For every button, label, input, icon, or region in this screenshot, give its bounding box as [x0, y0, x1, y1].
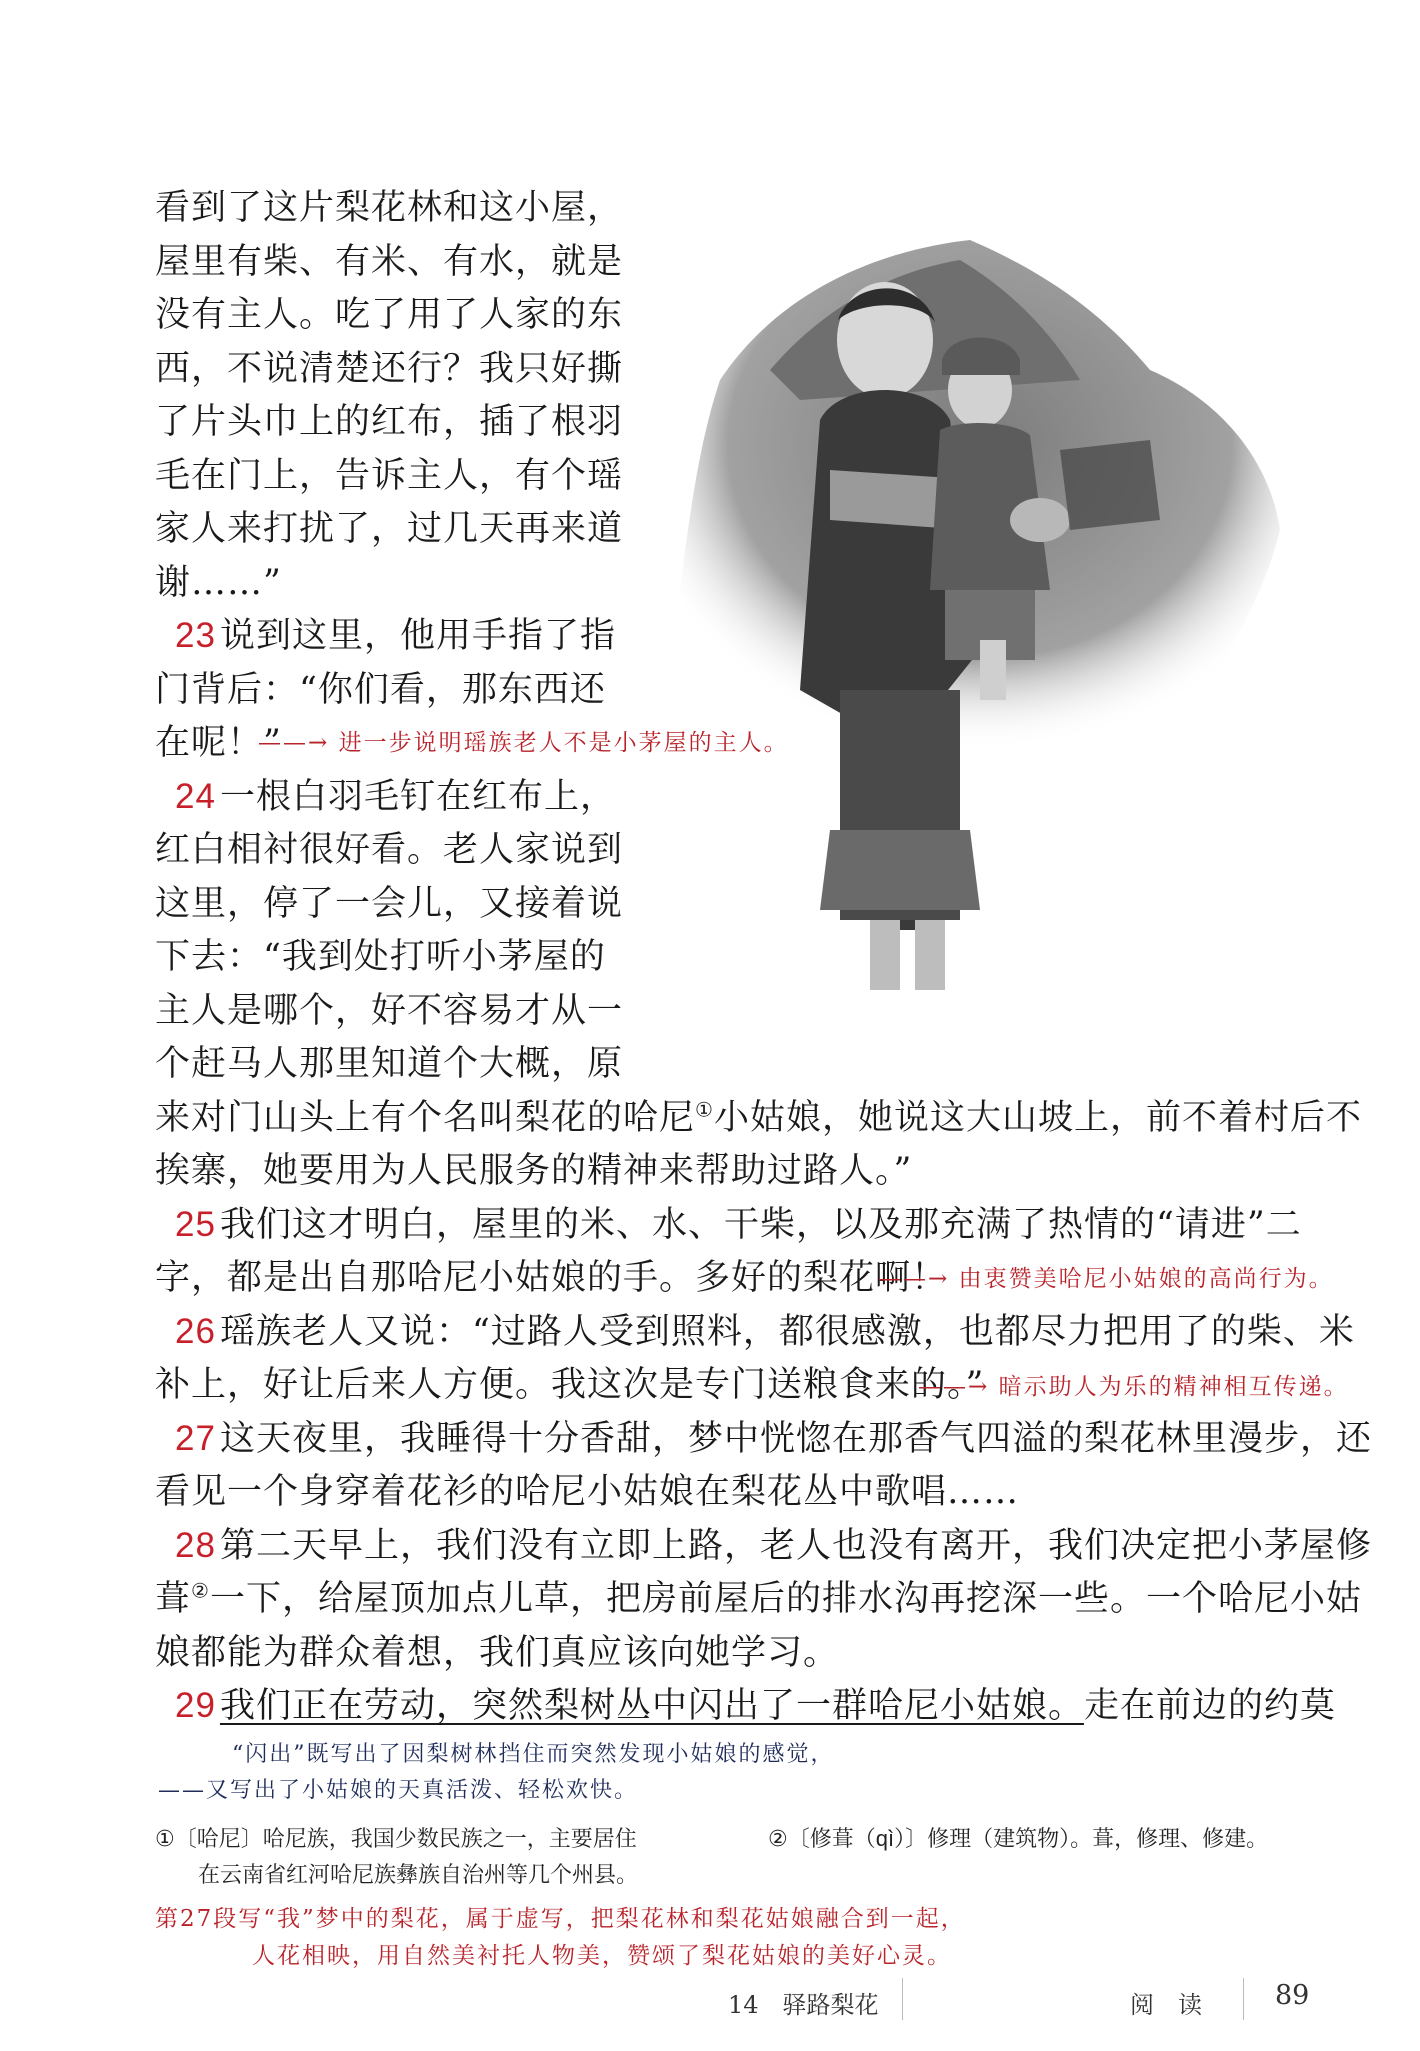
text-line: 门背后：“你们看，那东西还	[155, 670, 606, 710]
lesson-title: 14 驿路梨花	[728, 1991, 879, 2019]
text-line: 了片头巾上的红布，插了根羽	[155, 402, 624, 442]
illustration-photo	[680, 230, 1280, 1010]
text-line: 下去：“我到处打听小茅屋的	[155, 937, 606, 977]
paragraph-24: 24 一根白羽毛钉在红布上，	[175, 777, 616, 817]
footnote-ref: ①	[695, 1097, 714, 1122]
text-line: 没有主人。吃了用了人家的东	[155, 295, 624, 335]
text-line: 西，不说清楚还行？我只好撕	[155, 349, 624, 389]
footnote-2: ②〔修葺（qì）〕修理（建筑物）。葺，修理、修建。	[768, 1826, 1269, 1851]
paragraph-number: 27	[175, 1419, 216, 1458]
text-line: 娘都能为群众着想，我们真应该向她学习。	[155, 1633, 840, 1673]
paragraph-27: 27 这天夜里，我睡得十分香甜，梦中恍惚在那香气四溢的梨花林里漫步，还	[175, 1419, 1372, 1459]
paragraph-number: 24	[175, 777, 216, 816]
annotation-27-line2: 人花相映，用自然美衬托人物美，赞颂了梨花姑娘的美好心灵。	[252, 1943, 952, 1969]
text-line: 家人来打扰了，过几天再来道	[155, 509, 624, 549]
annotation-27-line1: 第27段写“我”梦中的梨花，属于虚写，把梨花林和梨花姑娘融合到一起，	[155, 1906, 966, 1932]
text-line: 看到了这片梨花林和这小屋，	[155, 188, 624, 228]
annotation-29-line1: “闪出”既写出了因梨树林挡住而突然发现小姑娘的感觉，	[232, 1742, 835, 1767]
text-line: 这里，停了一会儿，又接着说	[155, 884, 624, 924]
section-label: 阅 读	[1130, 1991, 1202, 2019]
paragraph-number: 26	[175, 1312, 216, 1351]
text-line: 毛在门上，告诉主人，有个瑶	[155, 456, 624, 496]
paragraph-23: 23 说到这里，他用手指了指	[175, 616, 616, 656]
text-line: 红白相衬很好看。老人家说到	[155, 830, 624, 870]
paragraph-number: 28	[175, 1526, 216, 1565]
footer-divider	[1243, 1978, 1244, 2020]
text-line: 来对门山头上有个名叫梨花的哈尼①小姑娘，她说这大山坡上，前不着村后不	[155, 1097, 1362, 1138]
paragraph-26: 26 瑶族老人又说：“过路人受到照料，都很感激，也都尽力把用了的柴、米	[175, 1312, 1355, 1352]
paragraph-28: 28 第二天早上，我们没有立即上路，老人也没有离开，我们决定把小茅屋修	[175, 1526, 1372, 1566]
text-line: 在呢！”	[155, 723, 282, 763]
paragraph-number: 23	[175, 616, 216, 655]
page-number: 89	[1275, 1980, 1310, 2011]
text-line: 挨寨，她要用为人民服务的精神来帮助过路人。”	[155, 1151, 913, 1191]
footnote-ref: ②	[191, 1578, 210, 1603]
paragraph-number: 29	[175, 1686, 216, 1725]
text-line: 谢……”	[155, 563, 282, 603]
annotation-29-line2: ——又写出了小姑娘的天真活泼、轻松欢快。	[158, 1778, 639, 1803]
text-line: 主人是哪个，好不容易才从一	[155, 991, 624, 1031]
text-line: 字，都是出自那哈尼小姑娘的手。多好的梨花啊！	[155, 1258, 948, 1298]
footer-divider	[902, 1978, 903, 2020]
text-line: 屋里有柴、有米、有水，就是	[155, 242, 624, 282]
paragraph-29: 29 我们正在劳动，突然梨树丛中闪出了一群哈尼小姑娘。走在前边的约莫	[175, 1686, 1336, 1726]
footnote-1-cont: 在云南省红河哈尼族彝族自治州等几个州县。	[198, 1862, 639, 1887]
paragraph-25: 25 我们这才明白，屋里的米、水、干柴，以及那充满了热情的“请进”二	[175, 1205, 1302, 1245]
underlined-sentence: 我们正在劳动，突然梨树丛中闪出了一群哈尼小姑娘。	[219, 1686, 1084, 1726]
annotation-23: ——→ 进一步说明瑶族老人不是小茅屋的主人。	[258, 730, 789, 756]
footnote-1: ①〔哈尼〕哈尼族，我国少数民族之一，主要居住	[155, 1826, 637, 1851]
text-line: 个赶马人那里知道个大概，原	[155, 1044, 624, 1084]
text-line: 补上，好让后来人方便。我这次是专门送粮食来的。”	[155, 1365, 985, 1405]
text-line: 看见一个身穿着花衫的哈尼小姑娘在梨花丛中歌唱……	[155, 1472, 1020, 1512]
paragraph-number: 25	[175, 1205, 216, 1244]
text-line: 葺②一下，给屋顶加点儿草，把房前屋后的排水沟再挖深一些。一个哈尼小姑	[155, 1578, 1362, 1619]
annotation-25: ——→ 由衷赞美哈尼小姑娘的高尚行为。	[878, 1266, 1334, 1292]
annotation-26: ——→ 暗示助人为乐的精神相互传递。	[918, 1374, 1349, 1400]
